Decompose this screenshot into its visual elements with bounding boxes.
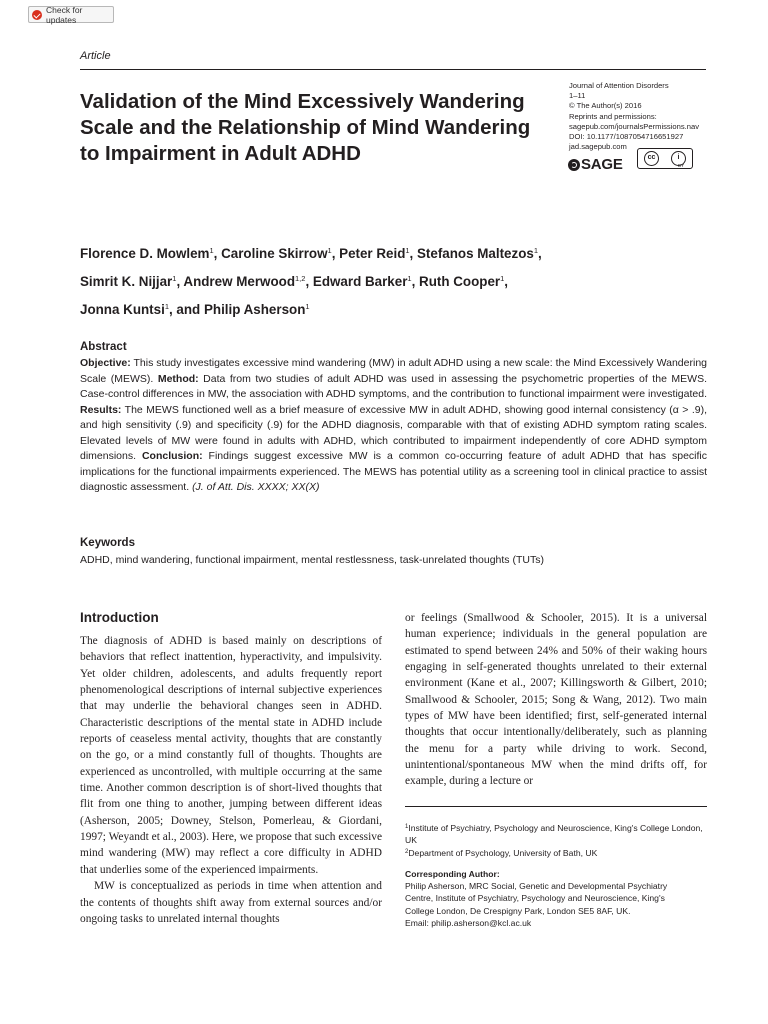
author-name: Florence D. Mowlem [80, 246, 210, 261]
corresponding-author-line: Centre, Institute of Psychiatry, Psychology and Neuroscience, King's [405, 893, 665, 904]
author-affiliation-marker: 1 [533, 246, 538, 255]
update-check-icon [32, 10, 42, 20]
corresponding-author-line: College London, De Crespigny Park, London SE5 8AF, UK. [405, 905, 631, 916]
author-affiliation-marker: 1 [407, 274, 412, 283]
author-separator: , [176, 274, 184, 289]
body-paragraph: or feelings (Smallwood & Schooler, 2015). It is a universal human experience; individuals in the general population are estimated to spend between 24% and 50% of their waking hours engaging in self-generated thoughts unrelated to their external environment (Kane et al., 2007; Killingsworth & Gilbert, 2010; Smallwood & Schooler, 2015; Song & Wang, 2012). Two main types of MW have been identified; first, self-generated internal thoughts that occur intentionally/deliberately, such as planning the menu for a party while driving to work. Second, unintentional/spontaneous MW when the mind drifts off, for example, during a lecture or [405, 612, 707, 788]
abstract-body [80, 356, 707, 496]
author-separator: , [213, 246, 222, 261]
journal-citation: (J. of Att. Dis. XXXX; XX(X) [192, 481, 320, 494]
method-label: Method: [157, 372, 199, 385]
author-separator: , [504, 274, 509, 289]
author-affiliation-marker: 1 [209, 246, 214, 255]
author-affiliation-marker: 1 [172, 274, 177, 283]
article-type-label: Article [80, 50, 111, 62]
body-paragraph: The diagnosis of ADHD is based mainly on descriptions of behaviors that reflect inattention, hyperactivity, and impulsivity. Yet older children, adolescents, and adults frequently report phenomenological descriptions of internal subjective experiences that may underlie the behavioral changes seen in ADHD. Characteristic descriptions of the mental state in ADHD include reports of ceaseless mental activity, thoughts that are constantly on the go, or a mind constantly full of thoughts. Thoughts are experienced as uncontrolled, with multiple occurring at the same time. Another common description is of short-lived thoughts that flit from one thing to another, jumping between different ideas (Asherson, 2005; Downey, Stelson, Pomerleau, & Giordani, 1997; Weyandt et al., 2003). Here, we propose that such excessive mind wandering (MW) may reflect a core difficulty in ADHD that underlies some of the experienced impairments. [80, 635, 382, 876]
footnotes [405, 821, 707, 929]
author-affiliation-marker: 1 [305, 302, 310, 311]
results-text: The MEWS functioned well as a brief measure of excessive MW in adult ADHD, showing good internal consistency (α > .9), and high sensitivity (.9) and specificity (.9) for the ADHD diagnosis, comparable with that of existing ADHD symptom rating scales. Elevated levels of MW were found in adults with ADHD, which contributed to impairment independently of core ADHD symptom dimensions. [80, 403, 707, 463]
author-separator: , [411, 274, 420, 289]
objective-label: Objective: [80, 357, 131, 369]
author-name: Peter Reid [339, 246, 406, 261]
journal-permissions-link[interactable]: sagepub.com/journalsPermissions.nav [569, 121, 700, 131]
attribution-icon: i [671, 151, 686, 166]
corresponding-author-email[interactable]: Email: philip.asherson@kcl.ac.uk [405, 917, 532, 928]
abstract-heading: Abstract [80, 341, 127, 353]
author-separator: , [409, 246, 417, 261]
sage-logo [568, 156, 623, 173]
results-label: Results: [80, 403, 122, 416]
keywords-list: ADHD, mind wandering, functional impairment, mental restlessness, task-unrelated thoughts (TUTs) [80, 554, 544, 566]
body-column-right [405, 610, 707, 790]
author-list [80, 238, 640, 322]
body-paragraph: MW is conceptualized as periods in time when attention and the contents of thoughts shift away from external sources and/or ongoing tasks to unrelated internal thoughts [80, 880, 382, 925]
author-separator: , [305, 274, 313, 289]
introduction-heading: Introduction [80, 610, 159, 625]
journal-reprints: Reprints and permissions: [569, 111, 657, 121]
conclusion-text: Findings suggest excessive MW is a common co-occurring feature of adult ADHD that has specific implications for the functional impairments experienced. The MEWS has potential utility as a screening tool in clinical practice to assist diagnostic assessment. [80, 450, 707, 494]
method-text: Data from two studies of adult ADHD was used in assessing the psychometric properties of the MEWS. Case-control differences in MW, the association with ADHD symptoms, and the contribution to functional impairment were investigated. [80, 372, 707, 401]
affiliation-footnote [405, 846, 707, 859]
author-separator: , [538, 246, 542, 261]
affiliation-number: 2 [405, 849, 409, 856]
author-name: Jonna Kuntsi [80, 302, 165, 317]
check-for-updates-button[interactable] [28, 6, 114, 23]
affiliation-number: 1 [405, 824, 409, 830]
author-affiliation-marker: 1 [327, 246, 332, 255]
author-separator: , [331, 246, 340, 261]
sage-logo-text: SAGE [581, 156, 623, 173]
keywords-heading: Keywords [80, 537, 135, 549]
author-affiliation-marker: 1,2 [295, 274, 306, 283]
author-name: Caroline Skirrow [221, 246, 328, 261]
author-affiliation-marker: 1 [405, 246, 410, 255]
author-name: Ruth Cooper [419, 274, 501, 289]
creative-commons-badge [637, 148, 693, 169]
journal-pages: 1–11 [569, 91, 586, 101]
journal-copyright: © The Author(s) 2016 [569, 101, 642, 111]
header-rule [80, 69, 706, 70]
author-name: Stefanos Maltezos [417, 246, 534, 261]
cc-icon: cc [644, 151, 659, 166]
author-separator: , and [168, 302, 204, 317]
journal-site-link[interactable]: jad.sagepub.com [569, 142, 627, 152]
journal-info [569, 81, 719, 152]
body-column-left [80, 633, 382, 927]
conclusion-label: Conclusion: [141, 450, 203, 463]
affiliation-text: Department of Psychology, University of Bath, UK [408, 848, 598, 859]
author-name: Simrit K. Nijjar [80, 274, 173, 289]
author-affiliation-marker: 1 [500, 274, 505, 283]
corresponding-author-heading: Corresponding Author: [405, 869, 500, 880]
check-for-updates-label: Check for updates [46, 4, 83, 25]
author-name: Andrew Merwood [183, 274, 295, 289]
author-affiliation-marker: 1 [164, 302, 169, 311]
affiliation-text: Institute of Psychiatry, Psychology and Neuroscience, King's College London, UK [405, 823, 703, 846]
article-title: Validation of the Mind Excessively Wandering Scale and the Relationship of Mind Wandering to Impairment in Adult ADHD [80, 90, 531, 165]
sage-logo-icon [568, 159, 580, 171]
author-name: Edward Barker [312, 274, 408, 289]
affiliation-footnote [405, 821, 707, 846]
by-label: BY [677, 163, 684, 168]
footnote-rule [405, 806, 707, 807]
corresponding-author-line: Philip Asherson, MRC Social, Genetic and Developmental Psychiatry [405, 881, 668, 892]
journal-doi[interactable]: DOI: 10.1177/1087054716651927 [569, 132, 684, 142]
journal-name: Journal of Attention Disorders [569, 81, 669, 90]
objective-text: This study investigates excessive mind wandering (MW) in adult ADHD using a new scale: the Mind Excessively Wandering Scale (MEWS). [80, 357, 707, 385]
author-name: Philip Asherson [203, 302, 306, 317]
